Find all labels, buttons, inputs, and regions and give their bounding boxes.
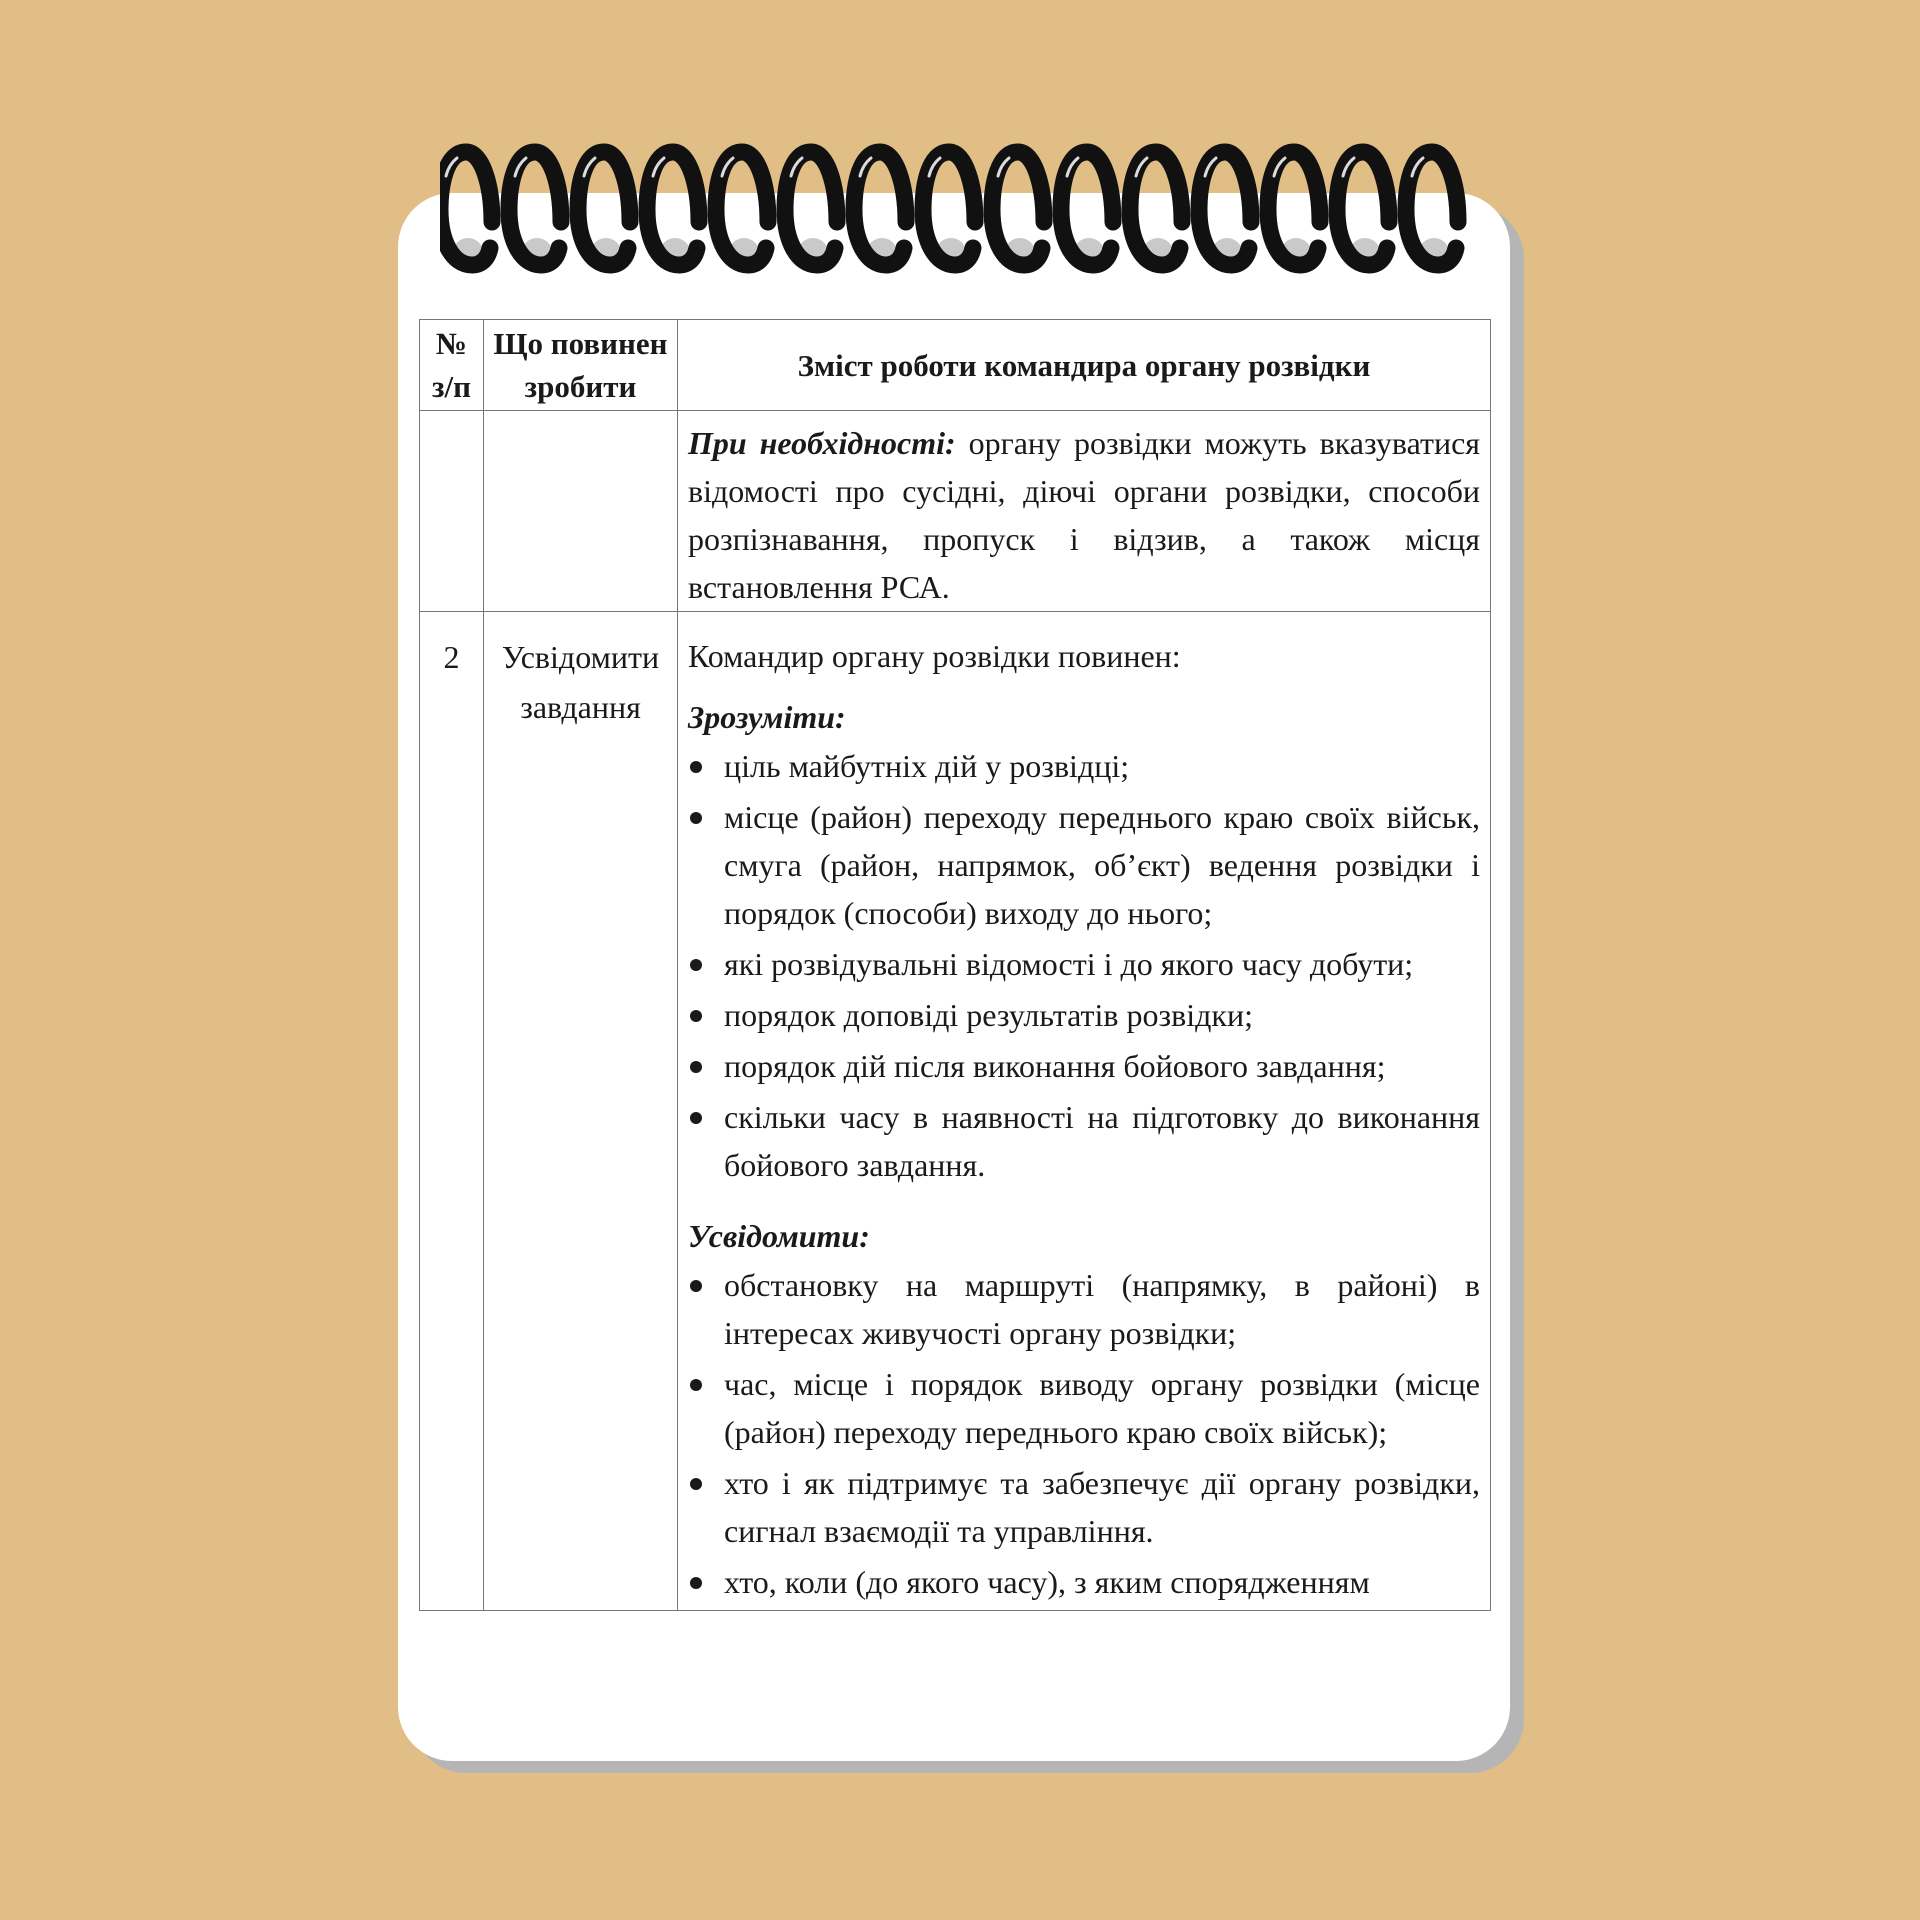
spiral-ring [1061, 152, 1113, 266]
spiral-ring [1406, 152, 1458, 266]
list-item [688, 1459, 1480, 1555]
spiral-ring [854, 152, 906, 266]
spiral-ring [440, 152, 492, 266]
list-item [688, 793, 1480, 937]
list-item [688, 1558, 1480, 1606]
intro-text: Командир органу розвідки повинен: [688, 638, 1181, 674]
continuation-paragraph [688, 419, 1480, 611]
list-item [688, 742, 1480, 790]
list-item [688, 1093, 1480, 1189]
cell-number: 2 [420, 612, 484, 1611]
cell-task: Усвідомити завдання [484, 612, 678, 1611]
bullet-list-realize [688, 1261, 1480, 1606]
list-item [688, 940, 1480, 988]
list-item-text: ціль майбутніх дій у розвідці; [724, 748, 1130, 784]
list-item-text: хто і як підтримує та забезпечує дії органу розвідки, сигнал взаємодії та управління. [724, 1465, 1480, 1549]
bullet-icon [690, 959, 702, 971]
spiral-ring [716, 152, 768, 266]
list-item-text: обстановку на маршруті (напрямку, в районі) в інтересах живучості органу розвідки; [724, 1267, 1480, 1351]
list-item [688, 1042, 1480, 1090]
list-item-text: порядок дій після виконання бойового завдання; [724, 1048, 1386, 1084]
spiral-ring [992, 152, 1044, 266]
list-item-text: порядок доповіді результатів розвідки; [724, 997, 1253, 1033]
table-row [420, 411, 1491, 612]
spiral-ring [1337, 152, 1389, 266]
list-item-text: місце (район) переходу переднього краю своїх військ, смуга (район, напрямок, об’єкт) ведення розвідки і порядок (способи) виходу до нього; [724, 799, 1480, 931]
list-item-text: хто, коли (до якого часу), з яким спорядженням [724, 1564, 1370, 1600]
header-content: Зміст роботи командира органу розвідки [678, 320, 1491, 411]
bullet-icon [690, 1112, 702, 1124]
bullet-icon [690, 1061, 702, 1073]
spiral-ring [1268, 152, 1320, 266]
header-task: Що повинен зробити [484, 320, 678, 411]
bullet-icon [690, 812, 702, 824]
list-item [688, 1261, 1480, 1357]
bullet-icon [690, 1379, 702, 1391]
bullet-list-understand [688, 742, 1480, 1189]
continuation-text: органу розвідки можуть вказуватися відомості про сусідні, діючі органи розвідки, способи розпізнавання, пропуск і відзив, а також місця встановлення РСА. [688, 425, 1481, 605]
section-title-realize: Усвідомити: [688, 1218, 870, 1254]
spiral-ring [509, 152, 561, 266]
bullet-icon [690, 761, 702, 773]
instruction-table [419, 319, 1491, 1611]
spiral-ring [785, 152, 837, 266]
section-title-understand: Зрозуміти: [688, 699, 846, 735]
bullet-icon [690, 1010, 702, 1022]
spiral-binding [440, 130, 1500, 280]
bullet-icon [690, 1478, 702, 1490]
spiral-ring [578, 152, 630, 266]
cell-content [678, 411, 1491, 612]
table-row [420, 612, 1491, 1611]
bullet-icon [690, 1577, 702, 1589]
cell-content [678, 612, 1491, 1611]
cell-number-empty [420, 411, 484, 612]
lead-phrase: При необхідності: [688, 425, 956, 461]
table-header-row [420, 320, 1491, 411]
spiral-ring [1130, 152, 1182, 266]
list-item-text: які розвідувальні відомості і до якого часу добути; [724, 946, 1414, 982]
list-item-text: час, місце і порядок виводу органу розвідки (місце (район) переходу переднього краю своїх військ); [724, 1366, 1480, 1450]
spiral-ring [647, 152, 699, 266]
bullet-icon [690, 1280, 702, 1292]
list-item [688, 1360, 1480, 1456]
list-item-text: скільки часу в наявності на підготовку до виконання бойового завдання. [724, 1099, 1480, 1183]
spiral-ring [923, 152, 975, 266]
header-number: № з/п [420, 320, 484, 411]
list-item [688, 991, 1480, 1039]
spiral-ring [1199, 152, 1251, 266]
cell-task-empty [484, 411, 678, 612]
